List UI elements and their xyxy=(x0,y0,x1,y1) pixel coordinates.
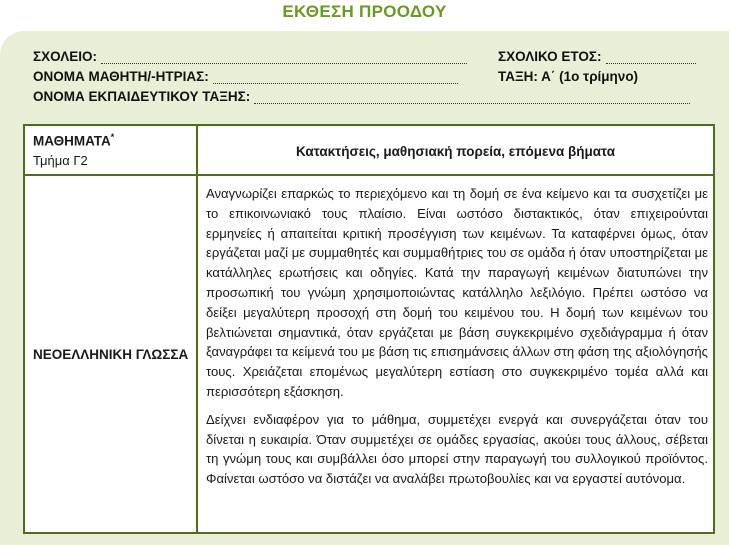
assessment-paragraph: Αναγνωρίζει επαρκώς το περιεχόμενο και τη δομή σε ένα κείμενο και τα συσχετίζει με το επικοινωνιακό τους πλαίσιο. Είναι ωστόσο διστακτικός, όταν επιχειρούνται ερμηνείες ή απαιτείται κριτική προσέγγιση των κειμένων. Τα καταφέρνει όμως, όταν εργάζεται μαζί με συμμαθητές και συμμαθήτριες του σε ομάδα ή όταν υποστηρίζεται με κατάλληλες ερωτήσεις και οδηγίες. Κατά την παραγωγή κειμένων διατυπώνει την προσωπική του γνώμη χρησιμοποιώντας κατάλληλο λεξιλόγιο. Πρέπει ωστόσο να δείξει μεγαλύτερη προσοχή στη δομή του κειμένου του. Η δομή των κειμένων του βελτιώνεται σημαντικά, όταν εργάζεται με βάση συγκεκριμένο σχεδιάγραμμα ή όταν ξαναγράφει τα κείμενά του με βάση τις επισημάνσεις άλλων στη φάση της αξιολόγησής τους. Χρειάζεται επομένως μεγαλύτερη εστίαση στο συγκεκριμένο τομέα αλλά και περισσότερη εξάσκηση. xyxy=(206,186,708,399)
school-blank xyxy=(101,51,467,64)
header-divider xyxy=(25,174,713,176)
school-label: ΣΧΟΛΕΙΟ: xyxy=(33,49,97,64)
student-blank xyxy=(213,71,458,84)
student-field xyxy=(33,69,458,84)
subjects-header: ΜΑΘΗΜΑΤΑ* xyxy=(33,132,115,149)
assessment-paragraph: Δείχνει ενδιαφέρον για το μάθημα, συμμετέχει ενεργά και συνεργάζεται όταν του δίνεται η ευκαιρία. Όταν συμμετέχει σε ομάδες εργασίας, ακούει τους άλλους, σέβεται τη γνώμη τους και συμβάλλει όσο μπορεί στην παραγωγή του συλλογικού προϊόντος. Φαίνεται ωστόσο να διστάζει να αναλάβει πρωτοβουλίες και να εργαστεί αυτόνομα. xyxy=(206,411,708,487)
teacher-blank xyxy=(254,91,690,104)
school-field xyxy=(33,49,467,64)
footnote-mark: * xyxy=(110,132,115,142)
subject-modern-greek: ΝΕΟΕΛΛΗΝΙΚΗ ΓΛΩΣΣΑ xyxy=(33,347,189,362)
assessment-table xyxy=(23,124,715,534)
teacher-label: ΟΝΟΜΑ ΕΚΠΑΙΔΕΥΤΙΚΟΥ ΤΑΞΗΣ: xyxy=(33,89,251,104)
column-divider xyxy=(196,126,198,532)
school-year-label: ΣΧΟΛΙΚΟ ΕΤΟΣ: xyxy=(498,49,602,64)
class-field xyxy=(498,69,638,84)
student-label: ΟΝΟΜΑ ΜΑΘΗΤΗ/-ΗΤΡΙΑΣ: xyxy=(33,69,209,84)
teacher-field xyxy=(33,89,690,104)
class-group: Τμήμα Γ2 xyxy=(33,153,88,168)
assessment-text xyxy=(206,184,708,497)
page-title: ΕΚΘΕΣΗ ΠΡΟΟΔΟΥ xyxy=(282,2,447,21)
school-year-blank xyxy=(606,51,696,64)
achievements-header: Κατακτήσεις, μαθησιακή πορεία, επόμενα βήματα xyxy=(295,144,616,159)
school-year-field xyxy=(498,49,696,64)
class-label: ΤΑΞΗ: Α΄ (1ο τρίμηνο) xyxy=(498,69,639,84)
